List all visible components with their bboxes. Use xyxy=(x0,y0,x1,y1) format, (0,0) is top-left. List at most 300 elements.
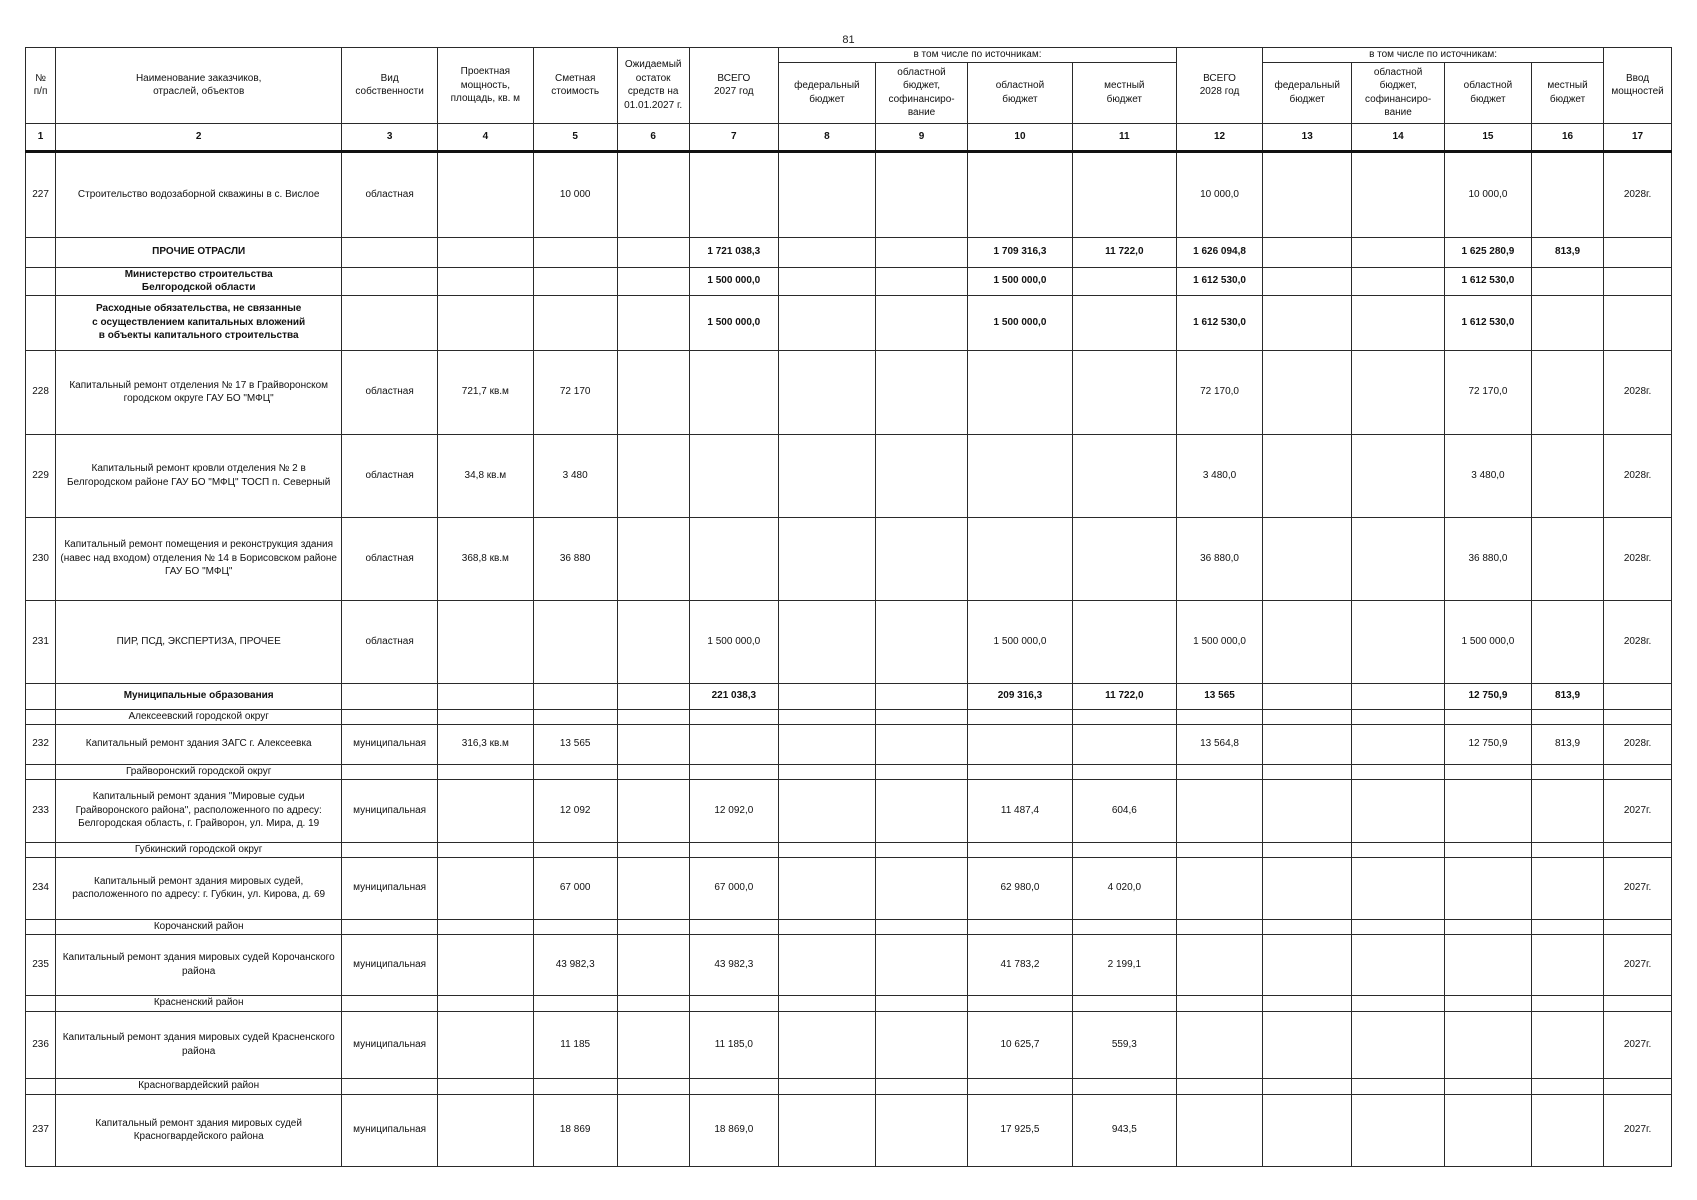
header-capacity: Проектная мощность, площадь, кв. м xyxy=(437,48,533,124)
row-remainder xyxy=(617,857,689,919)
row-ownership: муниципальная xyxy=(342,779,438,842)
row-local-2027 xyxy=(1072,600,1176,683)
row-total-2027 xyxy=(689,350,778,434)
district-header-row xyxy=(26,709,1672,724)
row-local-2028 xyxy=(1531,434,1603,517)
row-name: Капитальный ремонт кровли отделения № 2 в Белгородском районе ГАУ БО "МФЦ" ТОСП п. Северный xyxy=(56,434,342,517)
row-number: 234 xyxy=(26,857,56,919)
row-capacity: 316,3 кв.м xyxy=(437,724,533,764)
row-federal-2027 xyxy=(778,995,875,1011)
row-local-2028 xyxy=(1531,919,1603,934)
header-name: Наименование заказчиков, отраслей, объектов xyxy=(56,48,342,124)
header-total-2028: ВСЕГО 2028 год xyxy=(1177,48,1263,124)
row-ownership: муниципальная xyxy=(342,724,438,764)
row-capacity xyxy=(437,1011,533,1078)
row-regional-2028: 12 750,9 xyxy=(1444,683,1531,709)
row-local-2027 xyxy=(1072,995,1176,1011)
row-remainder xyxy=(617,919,689,934)
row-ownership: областная xyxy=(342,151,438,237)
row-number xyxy=(26,764,56,779)
header-num: № п/п xyxy=(26,48,56,124)
row-estimate: 11 185 xyxy=(533,1011,617,1078)
row-capacity xyxy=(437,683,533,709)
header-regional-2027: областной бюджет xyxy=(968,62,1072,123)
column-number-row xyxy=(26,123,1672,151)
row-cofinancing-2027 xyxy=(875,1011,968,1078)
row-commissioning: 2027г. xyxy=(1604,779,1672,842)
row-cofinancing-2028 xyxy=(1352,1011,1445,1078)
row-regional-2028: 36 880,0 xyxy=(1444,517,1531,600)
table-row xyxy=(26,434,1672,517)
row-total-2028 xyxy=(1177,709,1263,724)
row-regional-2027: 1 709 316,3 xyxy=(968,237,1072,267)
row-local-2028: 813,9 xyxy=(1531,683,1603,709)
header-sources-2028: в том числе по источникам: xyxy=(1263,48,1604,63)
row-estimate xyxy=(533,919,617,934)
row-federal-2027 xyxy=(778,600,875,683)
row-number: 233 xyxy=(26,779,56,842)
row-local-2028 xyxy=(1531,517,1603,600)
header-estimate: Сметная стоимость xyxy=(533,48,617,124)
row-total-2028: 1 626 094,8 xyxy=(1177,237,1263,267)
row-commissioning xyxy=(1604,842,1672,857)
row-ownership: муниципальная xyxy=(342,857,438,919)
row-estimate xyxy=(533,237,617,267)
column-number: 12 xyxy=(1177,123,1263,151)
row-ownership: муниципальная xyxy=(342,934,438,995)
row-name: Капитальный ремонт здания мировых судей Красногвардейского района xyxy=(56,1094,342,1166)
district-name: Губкинский городской округ xyxy=(56,842,342,857)
row-remainder xyxy=(617,709,689,724)
row-capacity xyxy=(437,842,533,857)
row-number xyxy=(26,267,56,295)
row-federal-2028 xyxy=(1263,709,1352,724)
row-regional-2028: 10 000,0 xyxy=(1444,151,1531,237)
row-number xyxy=(26,1078,56,1094)
row-federal-2027 xyxy=(778,1078,875,1094)
row-name: Строительство водозаборной скважины в с. Вислое xyxy=(56,151,342,237)
row-cofinancing-2027 xyxy=(875,434,968,517)
row-local-2028 xyxy=(1531,995,1603,1011)
row-remainder xyxy=(617,1094,689,1166)
row-estimate xyxy=(533,1078,617,1094)
row-local-2027: 2 199,1 xyxy=(1072,934,1176,995)
district-name: Красногвардейский район xyxy=(56,1078,342,1094)
row-number xyxy=(26,919,56,934)
row-total-2028: 1 500 000,0 xyxy=(1177,600,1263,683)
row-federal-2027 xyxy=(778,295,875,350)
row-local-2027 xyxy=(1072,151,1176,237)
section-total-row xyxy=(26,237,1672,267)
row-cofinancing-2027 xyxy=(875,709,968,724)
row-local-2027: 943,5 xyxy=(1072,1094,1176,1166)
row-capacity xyxy=(437,295,533,350)
row-cofinancing-2027 xyxy=(875,919,968,934)
row-cofinancing-2028 xyxy=(1352,434,1445,517)
row-total-2028 xyxy=(1177,857,1263,919)
row-cofinancing-2028 xyxy=(1352,517,1445,600)
row-local-2028 xyxy=(1531,1078,1603,1094)
row-regional-2027: 41 783,2 xyxy=(968,934,1072,995)
row-commissioning xyxy=(1604,295,1672,350)
row-commissioning xyxy=(1604,683,1672,709)
district-header-row xyxy=(26,1078,1672,1094)
row-total-2028 xyxy=(1177,1011,1263,1078)
row-ownership xyxy=(342,995,438,1011)
district-name: Корочанский район xyxy=(56,919,342,934)
row-name: ПИР, ПСД, ЭКСПЕРТИЗА, ПРОЧЕЕ xyxy=(56,600,342,683)
district-header-row xyxy=(26,919,1672,934)
row-ownership xyxy=(342,267,438,295)
row-number xyxy=(26,709,56,724)
row-regional-2028 xyxy=(1444,842,1531,857)
row-local-2027 xyxy=(1072,764,1176,779)
row-estimate: 18 869 xyxy=(533,1094,617,1166)
column-number: 5 xyxy=(533,123,617,151)
row-number: 237 xyxy=(26,1094,56,1166)
row-cofinancing-2027 xyxy=(875,1094,968,1166)
row-federal-2027 xyxy=(778,857,875,919)
row-total-2027 xyxy=(689,517,778,600)
row-ownership xyxy=(342,842,438,857)
column-number: 14 xyxy=(1352,123,1445,151)
row-capacity xyxy=(437,934,533,995)
row-federal-2027 xyxy=(778,1011,875,1078)
header-remainder: Ожидаемый остаток средств на 01.01.2027 г. xyxy=(617,48,689,124)
row-cofinancing-2028 xyxy=(1352,842,1445,857)
row-remainder xyxy=(617,151,689,237)
row-local-2027 xyxy=(1072,842,1176,857)
row-ownership: областная xyxy=(342,434,438,517)
table-row xyxy=(26,1094,1672,1166)
row-total-2027 xyxy=(689,151,778,237)
table-row xyxy=(26,1011,1672,1078)
row-federal-2028 xyxy=(1263,995,1352,1011)
row-number: 228 xyxy=(26,350,56,434)
row-capacity xyxy=(437,237,533,267)
row-remainder xyxy=(617,842,689,857)
row-ownership xyxy=(342,683,438,709)
row-capacity xyxy=(437,764,533,779)
row-commissioning: 2027г. xyxy=(1604,857,1672,919)
row-regional-2028: 12 750,9 xyxy=(1444,724,1531,764)
row-federal-2027 xyxy=(778,683,875,709)
row-local-2028: 813,9 xyxy=(1531,237,1603,267)
table-row xyxy=(26,151,1672,237)
row-federal-2027 xyxy=(778,151,875,237)
row-local-2028 xyxy=(1531,934,1603,995)
row-total-2027: 67 000,0 xyxy=(689,857,778,919)
row-remainder xyxy=(617,724,689,764)
row-local-2028 xyxy=(1531,600,1603,683)
row-estimate: 13 565 xyxy=(533,724,617,764)
row-regional-2027: 62 980,0 xyxy=(968,857,1072,919)
row-name: Капитальный ремонт здания "Мировые судьи Грайворонского района", расположенного по адресу: Белгородская область, г. Грайворон, ул. Мира, д. 19 xyxy=(56,779,342,842)
row-total-2027: 1 721 038,3 xyxy=(689,237,778,267)
row-commissioning xyxy=(1604,995,1672,1011)
row-regional-2028: 1 625 280,9 xyxy=(1444,237,1531,267)
row-ownership: муниципальная xyxy=(342,1094,438,1166)
row-regional-2028 xyxy=(1444,764,1531,779)
row-regional-2027: 1 500 000,0 xyxy=(968,267,1072,295)
row-federal-2027 xyxy=(778,724,875,764)
column-number: 13 xyxy=(1263,123,1352,151)
row-ownership xyxy=(342,919,438,934)
column-number: 11 xyxy=(1072,123,1176,151)
row-cofinancing-2028 xyxy=(1352,709,1445,724)
row-cofinancing-2028 xyxy=(1352,237,1445,267)
row-local-2027 xyxy=(1072,919,1176,934)
row-cofinancing-2028 xyxy=(1352,764,1445,779)
row-federal-2027 xyxy=(778,919,875,934)
row-total-2027 xyxy=(689,919,778,934)
row-remainder xyxy=(617,237,689,267)
row-local-2027: 11 722,0 xyxy=(1072,237,1176,267)
row-cofinancing-2028 xyxy=(1352,919,1445,934)
row-name: Капитальный ремонт здания мировых судей Красненского района xyxy=(56,1011,342,1078)
row-number xyxy=(26,683,56,709)
row-local-2028 xyxy=(1531,857,1603,919)
column-number: 7 xyxy=(689,123,778,151)
row-commissioning xyxy=(1604,1078,1672,1094)
header-ownership: Вид собственности xyxy=(342,48,438,124)
row-total-2027 xyxy=(689,434,778,517)
row-total-2028 xyxy=(1177,995,1263,1011)
row-remainder xyxy=(617,934,689,995)
row-regional-2027 xyxy=(968,517,1072,600)
row-capacity xyxy=(437,857,533,919)
row-local-2028 xyxy=(1531,779,1603,842)
column-number: 4 xyxy=(437,123,533,151)
row-local-2027 xyxy=(1072,724,1176,764)
row-local-2028 xyxy=(1531,151,1603,237)
column-number: 1 xyxy=(26,123,56,151)
row-regional-2028: 3 480,0 xyxy=(1444,434,1531,517)
row-commissioning: 2028г. xyxy=(1604,724,1672,764)
row-federal-2028 xyxy=(1263,764,1352,779)
row-local-2028 xyxy=(1531,764,1603,779)
row-total-2028 xyxy=(1177,934,1263,995)
row-estimate xyxy=(533,683,617,709)
row-local-2028 xyxy=(1531,1094,1603,1166)
table-row xyxy=(26,724,1672,764)
header-sources-2027: в том числе по источникам: xyxy=(778,48,1176,63)
row-total-2028 xyxy=(1177,779,1263,842)
district-header-row xyxy=(26,995,1672,1011)
row-number: 230 xyxy=(26,517,56,600)
row-capacity xyxy=(437,151,533,237)
row-estimate xyxy=(533,267,617,295)
row-regional-2028: 72 170,0 xyxy=(1444,350,1531,434)
row-regional-2028: 1 500 000,0 xyxy=(1444,600,1531,683)
row-regional-2027: 10 625,7 xyxy=(968,1011,1072,1078)
row-remainder xyxy=(617,350,689,434)
row-regional-2027 xyxy=(968,764,1072,779)
row-cofinancing-2027 xyxy=(875,934,968,995)
header-regional-2028: областной бюджет xyxy=(1444,62,1531,123)
row-capacity xyxy=(437,267,533,295)
row-total-2027 xyxy=(689,995,778,1011)
row-total-2027: 1 500 000,0 xyxy=(689,267,778,295)
row-remainder xyxy=(617,434,689,517)
row-cofinancing-2027 xyxy=(875,600,968,683)
row-federal-2027 xyxy=(778,934,875,995)
row-local-2027: 11 722,0 xyxy=(1072,683,1176,709)
row-local-2027: 4 020,0 xyxy=(1072,857,1176,919)
row-regional-2028 xyxy=(1444,1094,1531,1166)
row-local-2028 xyxy=(1531,709,1603,724)
row-total-2028 xyxy=(1177,764,1263,779)
header-total-2027: ВСЕГО 2027 год xyxy=(689,48,778,124)
row-cofinancing-2028 xyxy=(1352,1078,1445,1094)
row-federal-2027 xyxy=(778,709,875,724)
row-name: Расходные обязательства, не связанные с осуществлением капитальных вложений в объекты капитального строительства xyxy=(56,295,342,350)
row-estimate xyxy=(533,295,617,350)
page-number: 81 xyxy=(842,34,855,46)
row-cofinancing-2027 xyxy=(875,517,968,600)
row-estimate: 72 170 xyxy=(533,350,617,434)
header-local-2028: местный бюджет xyxy=(1531,62,1603,123)
row-ownership: областная xyxy=(342,517,438,600)
row-number: 232 xyxy=(26,724,56,764)
row-commissioning: 2027г. xyxy=(1604,1011,1672,1078)
row-total-2028 xyxy=(1177,1094,1263,1166)
row-total-2027: 43 982,3 xyxy=(689,934,778,995)
row-federal-2028 xyxy=(1263,842,1352,857)
row-name: Капитальный ремонт здания мировых судей Корочанского района xyxy=(56,934,342,995)
row-total-2028: 13 564,8 xyxy=(1177,724,1263,764)
row-cofinancing-2027 xyxy=(875,295,968,350)
row-commissioning xyxy=(1604,709,1672,724)
district-header-row xyxy=(26,842,1672,857)
table-row xyxy=(26,600,1672,683)
row-ownership xyxy=(342,1078,438,1094)
row-federal-2028 xyxy=(1263,267,1352,295)
row-regional-2028 xyxy=(1444,919,1531,934)
row-cofinancing-2027 xyxy=(875,683,968,709)
row-total-2027: 12 092,0 xyxy=(689,779,778,842)
row-cofinancing-2028 xyxy=(1352,779,1445,842)
row-cofinancing-2027 xyxy=(875,857,968,919)
row-commissioning xyxy=(1604,237,1672,267)
row-regional-2027 xyxy=(968,1078,1072,1094)
row-commissioning xyxy=(1604,919,1672,934)
row-commissioning: 2027г. xyxy=(1604,934,1672,995)
row-federal-2028 xyxy=(1263,295,1352,350)
row-remainder xyxy=(617,1078,689,1094)
row-name: Капитальный ремонт помещения и реконструкция здания (навес над входом) отделения № 14 в Борисовском районе ГАУ БО "МФЦ" xyxy=(56,517,342,600)
row-local-2028: 813,9 xyxy=(1531,724,1603,764)
row-name: Капитальный ремонт здания мировых судей, расположенного по адресу: г. Губкин, ул. Кирова, д. 69 xyxy=(56,857,342,919)
row-remainder xyxy=(617,995,689,1011)
row-total-2028 xyxy=(1177,842,1263,857)
header-federal-2027: федеральный бюджет xyxy=(778,62,875,123)
district-name: Алексеевский городской округ xyxy=(56,709,342,724)
column-number: 9 xyxy=(875,123,968,151)
row-number: 236 xyxy=(26,1011,56,1078)
table-row xyxy=(26,350,1672,434)
row-total-2028: 36 880,0 xyxy=(1177,517,1263,600)
section-total-row xyxy=(26,267,1672,295)
district-name: Грайворонский городской округ xyxy=(56,764,342,779)
district-header-row xyxy=(26,764,1672,779)
row-capacity xyxy=(437,600,533,683)
row-capacity xyxy=(437,709,533,724)
row-capacity: 368,8 кв.м xyxy=(437,517,533,600)
column-number: 17 xyxy=(1604,123,1672,151)
row-federal-2028 xyxy=(1263,237,1352,267)
row-remainder xyxy=(617,1011,689,1078)
row-total-2028: 10 000,0 xyxy=(1177,151,1263,237)
row-cofinancing-2027 xyxy=(875,350,968,434)
row-cofinancing-2027 xyxy=(875,995,968,1011)
header-cofinancing-2027: областной бюджет, софинансиро- вание xyxy=(875,62,968,123)
row-federal-2028 xyxy=(1263,934,1352,995)
row-total-2027 xyxy=(689,709,778,724)
row-local-2028 xyxy=(1531,295,1603,350)
row-total-2027: 1 500 000,0 xyxy=(689,295,778,350)
row-remainder xyxy=(617,779,689,842)
row-federal-2028 xyxy=(1263,919,1352,934)
row-estimate: 36 880 xyxy=(533,517,617,600)
row-total-2028: 3 480,0 xyxy=(1177,434,1263,517)
row-regional-2027 xyxy=(968,842,1072,857)
row-federal-2027 xyxy=(778,434,875,517)
row-estimate xyxy=(533,995,617,1011)
row-regional-2028 xyxy=(1444,934,1531,995)
section-total-row xyxy=(26,683,1672,709)
row-capacity xyxy=(437,1078,533,1094)
column-number: 16 xyxy=(1531,123,1603,151)
row-federal-2027 xyxy=(778,779,875,842)
row-regional-2027: 1 500 000,0 xyxy=(968,295,1072,350)
column-number: 2 xyxy=(56,123,342,151)
row-federal-2027 xyxy=(778,517,875,600)
row-cofinancing-2028 xyxy=(1352,151,1445,237)
row-federal-2028 xyxy=(1263,434,1352,517)
row-total-2028: 1 612 530,0 xyxy=(1177,295,1263,350)
row-federal-2028 xyxy=(1263,683,1352,709)
header-federal-2028: федеральный бюджет xyxy=(1263,62,1352,123)
row-regional-2027: 209 316,3 xyxy=(968,683,1072,709)
row-ownership xyxy=(342,764,438,779)
row-ownership xyxy=(342,709,438,724)
row-commissioning: 2027г. xyxy=(1604,1094,1672,1166)
row-cofinancing-2027 xyxy=(875,237,968,267)
row-federal-2027 xyxy=(778,842,875,857)
row-total-2027 xyxy=(689,724,778,764)
row-capacity: 721,7 кв.м xyxy=(437,350,533,434)
row-federal-2027 xyxy=(778,237,875,267)
row-regional-2028 xyxy=(1444,709,1531,724)
row-total-2028: 1 612 530,0 xyxy=(1177,267,1263,295)
row-cofinancing-2027 xyxy=(875,267,968,295)
row-remainder xyxy=(617,517,689,600)
row-cofinancing-2028 xyxy=(1352,350,1445,434)
row-federal-2027 xyxy=(778,350,875,434)
row-federal-2028 xyxy=(1263,857,1352,919)
row-estimate xyxy=(533,600,617,683)
row-ownership xyxy=(342,237,438,267)
row-commissioning: 2028г. xyxy=(1604,517,1672,600)
row-federal-2028 xyxy=(1263,151,1352,237)
row-capacity xyxy=(437,779,533,842)
row-local-2027 xyxy=(1072,267,1176,295)
row-commissioning: 2028г. xyxy=(1604,434,1672,517)
column-number: 10 xyxy=(968,123,1072,151)
row-ownership: областная xyxy=(342,600,438,683)
row-total-2028 xyxy=(1177,1078,1263,1094)
